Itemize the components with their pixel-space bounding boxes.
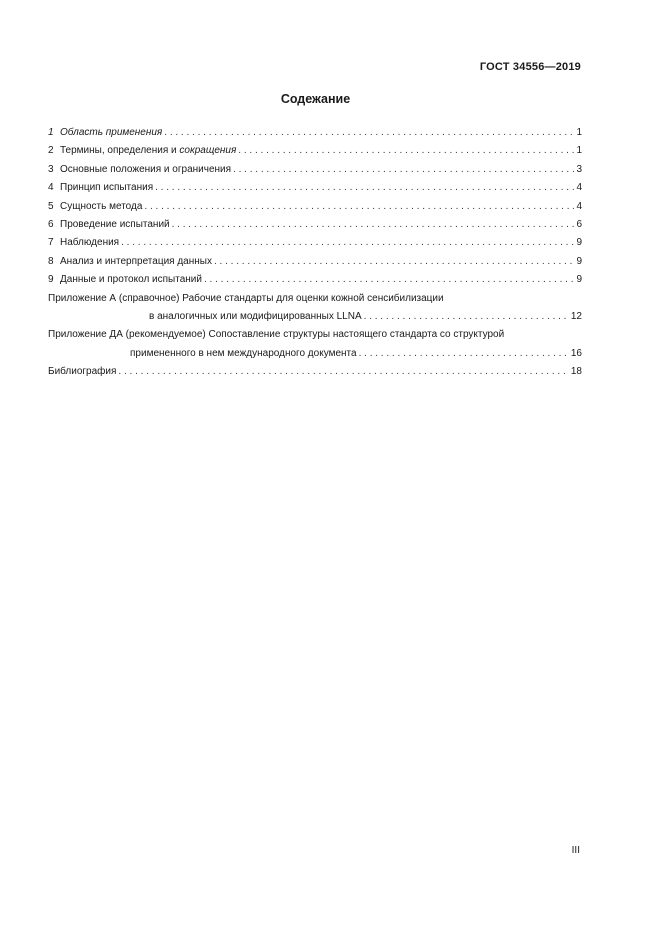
toc-entry-label: Проведение испытаний bbox=[60, 219, 170, 231]
dot-leader bbox=[359, 345, 569, 363]
toc-entry-number: 3 bbox=[48, 163, 54, 175]
toc-entry-page: 9 bbox=[576, 237, 582, 249]
toc-entry-page: 16 bbox=[570, 347, 582, 359]
toc-entry-1[interactable] bbox=[48, 124, 582, 142]
toc-entry-7[interactable] bbox=[48, 234, 582, 252]
toc-entry-label: Данные и протокол испытаний bbox=[60, 274, 202, 286]
toc-entry-number: 1 bbox=[48, 127, 54, 138]
toc-entry-8[interactable] bbox=[48, 253, 582, 271]
toc-entry-number: 2 bbox=[48, 145, 54, 157]
dot-leader bbox=[238, 142, 574, 160]
dot-leader bbox=[144, 198, 574, 216]
toc-entry-label: Принцип испытания bbox=[60, 182, 154, 194]
toc-bibliography[interactable] bbox=[48, 363, 582, 381]
toc-appendix-da-continuation bbox=[48, 345, 582, 363]
toc-entry-label-italic: сокращения bbox=[179, 145, 237, 157]
toc-appendix-da-subtitle: примененного в нем международного документа bbox=[130, 347, 357, 359]
toc-entry-page: 1 bbox=[576, 145, 582, 157]
toc-entry-page: 1 bbox=[576, 127, 582, 138]
toc-entry-page: 9 bbox=[576, 255, 582, 267]
toc-entry-label: Область применения bbox=[60, 127, 163, 138]
toc-entry-9[interactable] bbox=[48, 271, 582, 289]
toc-entry-3[interactable] bbox=[48, 161, 582, 179]
toc-entry-6[interactable] bbox=[48, 216, 582, 234]
toc-entry-label: Наблюдения bbox=[60, 237, 120, 249]
toc-entry-number: 9 bbox=[48, 274, 54, 286]
toc-entry-number: 6 bbox=[48, 219, 54, 231]
toc-entry-page: 18 bbox=[570, 366, 582, 378]
toc-entry-page: 3 bbox=[576, 163, 582, 175]
dot-leader bbox=[364, 308, 569, 326]
page-title: Содежание bbox=[280, 92, 351, 106]
toc-entry-2[interactable] bbox=[48, 142, 582, 160]
toc-entry-page: 6 bbox=[576, 219, 582, 231]
toc-entry-number: 4 bbox=[48, 182, 54, 194]
toc-entry-label: Библиография bbox=[48, 366, 117, 378]
toc-entry-label: Анализ и интерпретация данных bbox=[60, 255, 212, 267]
toc-entry-number: 8 bbox=[48, 255, 54, 267]
toc-entry-label-plain: Термины, определения и bbox=[60, 145, 180, 157]
dot-leader bbox=[214, 253, 574, 271]
toc-entry-page: 12 bbox=[570, 311, 582, 323]
toc-entry-label bbox=[60, 142, 238, 160]
toc-entry-page: 9 bbox=[576, 274, 582, 286]
dot-leader bbox=[164, 124, 574, 142]
toc-appendix-a-subtitle: в аналогичных или модифицированных LLNA bbox=[149, 311, 362, 323]
toc-appendix-da-title: Приложение ДА (рекомендуемое) Сопоставление структуры настоящего стандарта со структурой bbox=[48, 329, 505, 341]
toc-entry-4[interactable] bbox=[48, 179, 582, 197]
dot-leader bbox=[172, 216, 575, 234]
toc-appendix-a-title: Приложение А (справочное) Рабочие стандарты для оценки кожной сенсибилизации bbox=[48, 292, 444, 304]
toc-appendix-a-continuation bbox=[48, 308, 582, 326]
dot-leader bbox=[155, 179, 574, 197]
document-standard-code: ГОСТ 34556—2019 bbox=[479, 61, 581, 73]
dot-leader bbox=[118, 363, 568, 381]
toc-entry-number: 7 bbox=[48, 237, 54, 249]
toc-appendix-a[interactable] bbox=[48, 290, 582, 327]
toc-entry-page: 4 bbox=[576, 182, 582, 194]
dot-leader bbox=[121, 234, 574, 252]
toc-entry-5[interactable] bbox=[48, 198, 582, 216]
toc-entry-number: 5 bbox=[48, 200, 54, 212]
toc-entry-page: 4 bbox=[576, 200, 582, 212]
toc-entry-label: Сущность метода bbox=[60, 200, 143, 212]
table-of-contents bbox=[48, 124, 582, 382]
dot-leader bbox=[233, 161, 574, 179]
toc-appendix-da[interactable] bbox=[48, 326, 582, 363]
toc-entry-label: Основные положения и ограничения bbox=[60, 163, 232, 175]
page-number: III bbox=[571, 845, 580, 856]
dot-leader bbox=[204, 271, 574, 289]
